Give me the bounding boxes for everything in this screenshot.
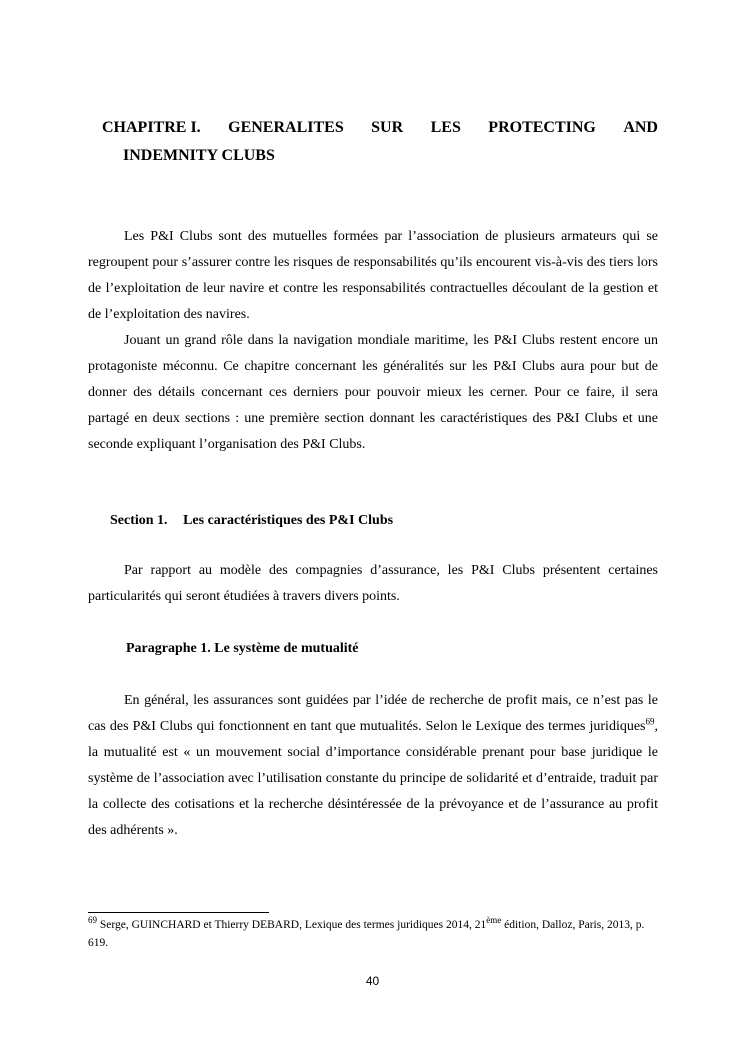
paragraph-body-start: En général, les assurances sont guidées par l’idée de recherche de profit mais, ce n’est pas le cas des P&I Clubs qui fonctionnent en tant que mutualités. Selon le Lexique des termes juridiques (88, 693, 658, 734)
section-label: Section 1. (110, 513, 168, 528)
page-number: 40 (365, 974, 380, 988)
chapter-word: LES (430, 119, 461, 136)
chapter-label: CHAPITRE I. (102, 119, 201, 136)
intro-paragraph-2: Jouant un grand rôle dans la navigation mondiale maritime, les P&I Clubs restent encore un protagoniste méconnu. Ce chapitre concernant les généralités sur les P&I Clubs aura pour but de donner des détails concernant ces derniers pour pouvoir mieux les cerner. Pour ce faire, il sera partagé en deux sections : une première section donnant les caractéristiques des P&I Clubs et une seconde expliquant l’organisation des P&I Clubs. (88, 333, 658, 452)
chapter-title-line2: INDEMNITY CLUBS (123, 147, 275, 164)
paragraph-body (88, 688, 658, 844)
footnote-superscript: ème (486, 915, 502, 926)
paragraph-title-text: Le système de mutualité (214, 641, 359, 656)
chapter-word: GENERALITES (228, 119, 344, 136)
chapter-word: PROTECTING (488, 119, 596, 136)
section-paragraph-1: Par rapport au modèle des compagnies d’assurance, les P&I Clubs présentent certaines particularités qui seront étudiées à travers divers points. (88, 563, 658, 604)
paragraph-text (88, 688, 658, 844)
footnote-number: 69 (88, 915, 97, 926)
footnote-reference[interactable]: 69 (645, 716, 655, 727)
paragraph-body-end: , la mutualité est « un mouvement social d’importance considérable prenant pour base juridique le système de l’association avec l’utilisation constante du principe de solidarité et d’entraide, traduit par la collecte des cotisations et la recherche désintéressée de la prévoyance et de l’assurance au profit des adhérents ». (88, 719, 658, 838)
paragraph-heading (126, 637, 359, 661)
intro-text (88, 224, 658, 458)
section-text (88, 558, 658, 610)
chapter-title (102, 114, 658, 170)
footnote-text-end: édition, Dalloz, Paris, 2013, p. 619. (88, 919, 645, 949)
section-heading (110, 509, 393, 533)
intro-paragraph-1: Les P&I Clubs sont des mutuelles formées par l’association de plusieurs armateurs qui se regroupent pour s’assurer contre les risques de responsabilités qu’ils encourent vis-à-vis des tiers lors de l’exploitation de leur navire et contre les responsabilités contractuelles découlant de la gestion et de l’exploitation des navires. (88, 229, 658, 322)
footnote-text-start: Serge, GUINCHARD et Thierry DEBARD, Lexique des termes juridiques 2014, 21 (97, 919, 487, 931)
paragraph-label: Paragraphe 1. (126, 641, 211, 656)
chapter-word: AND (623, 119, 658, 136)
chapter-title-line1 (102, 114, 658, 142)
footnote (88, 916, 658, 952)
section-title-text: Les caractéristiques des P&I Clubs (183, 513, 394, 528)
chapter-word: SUR (371, 119, 404, 136)
footnote-divider (88, 912, 269, 913)
